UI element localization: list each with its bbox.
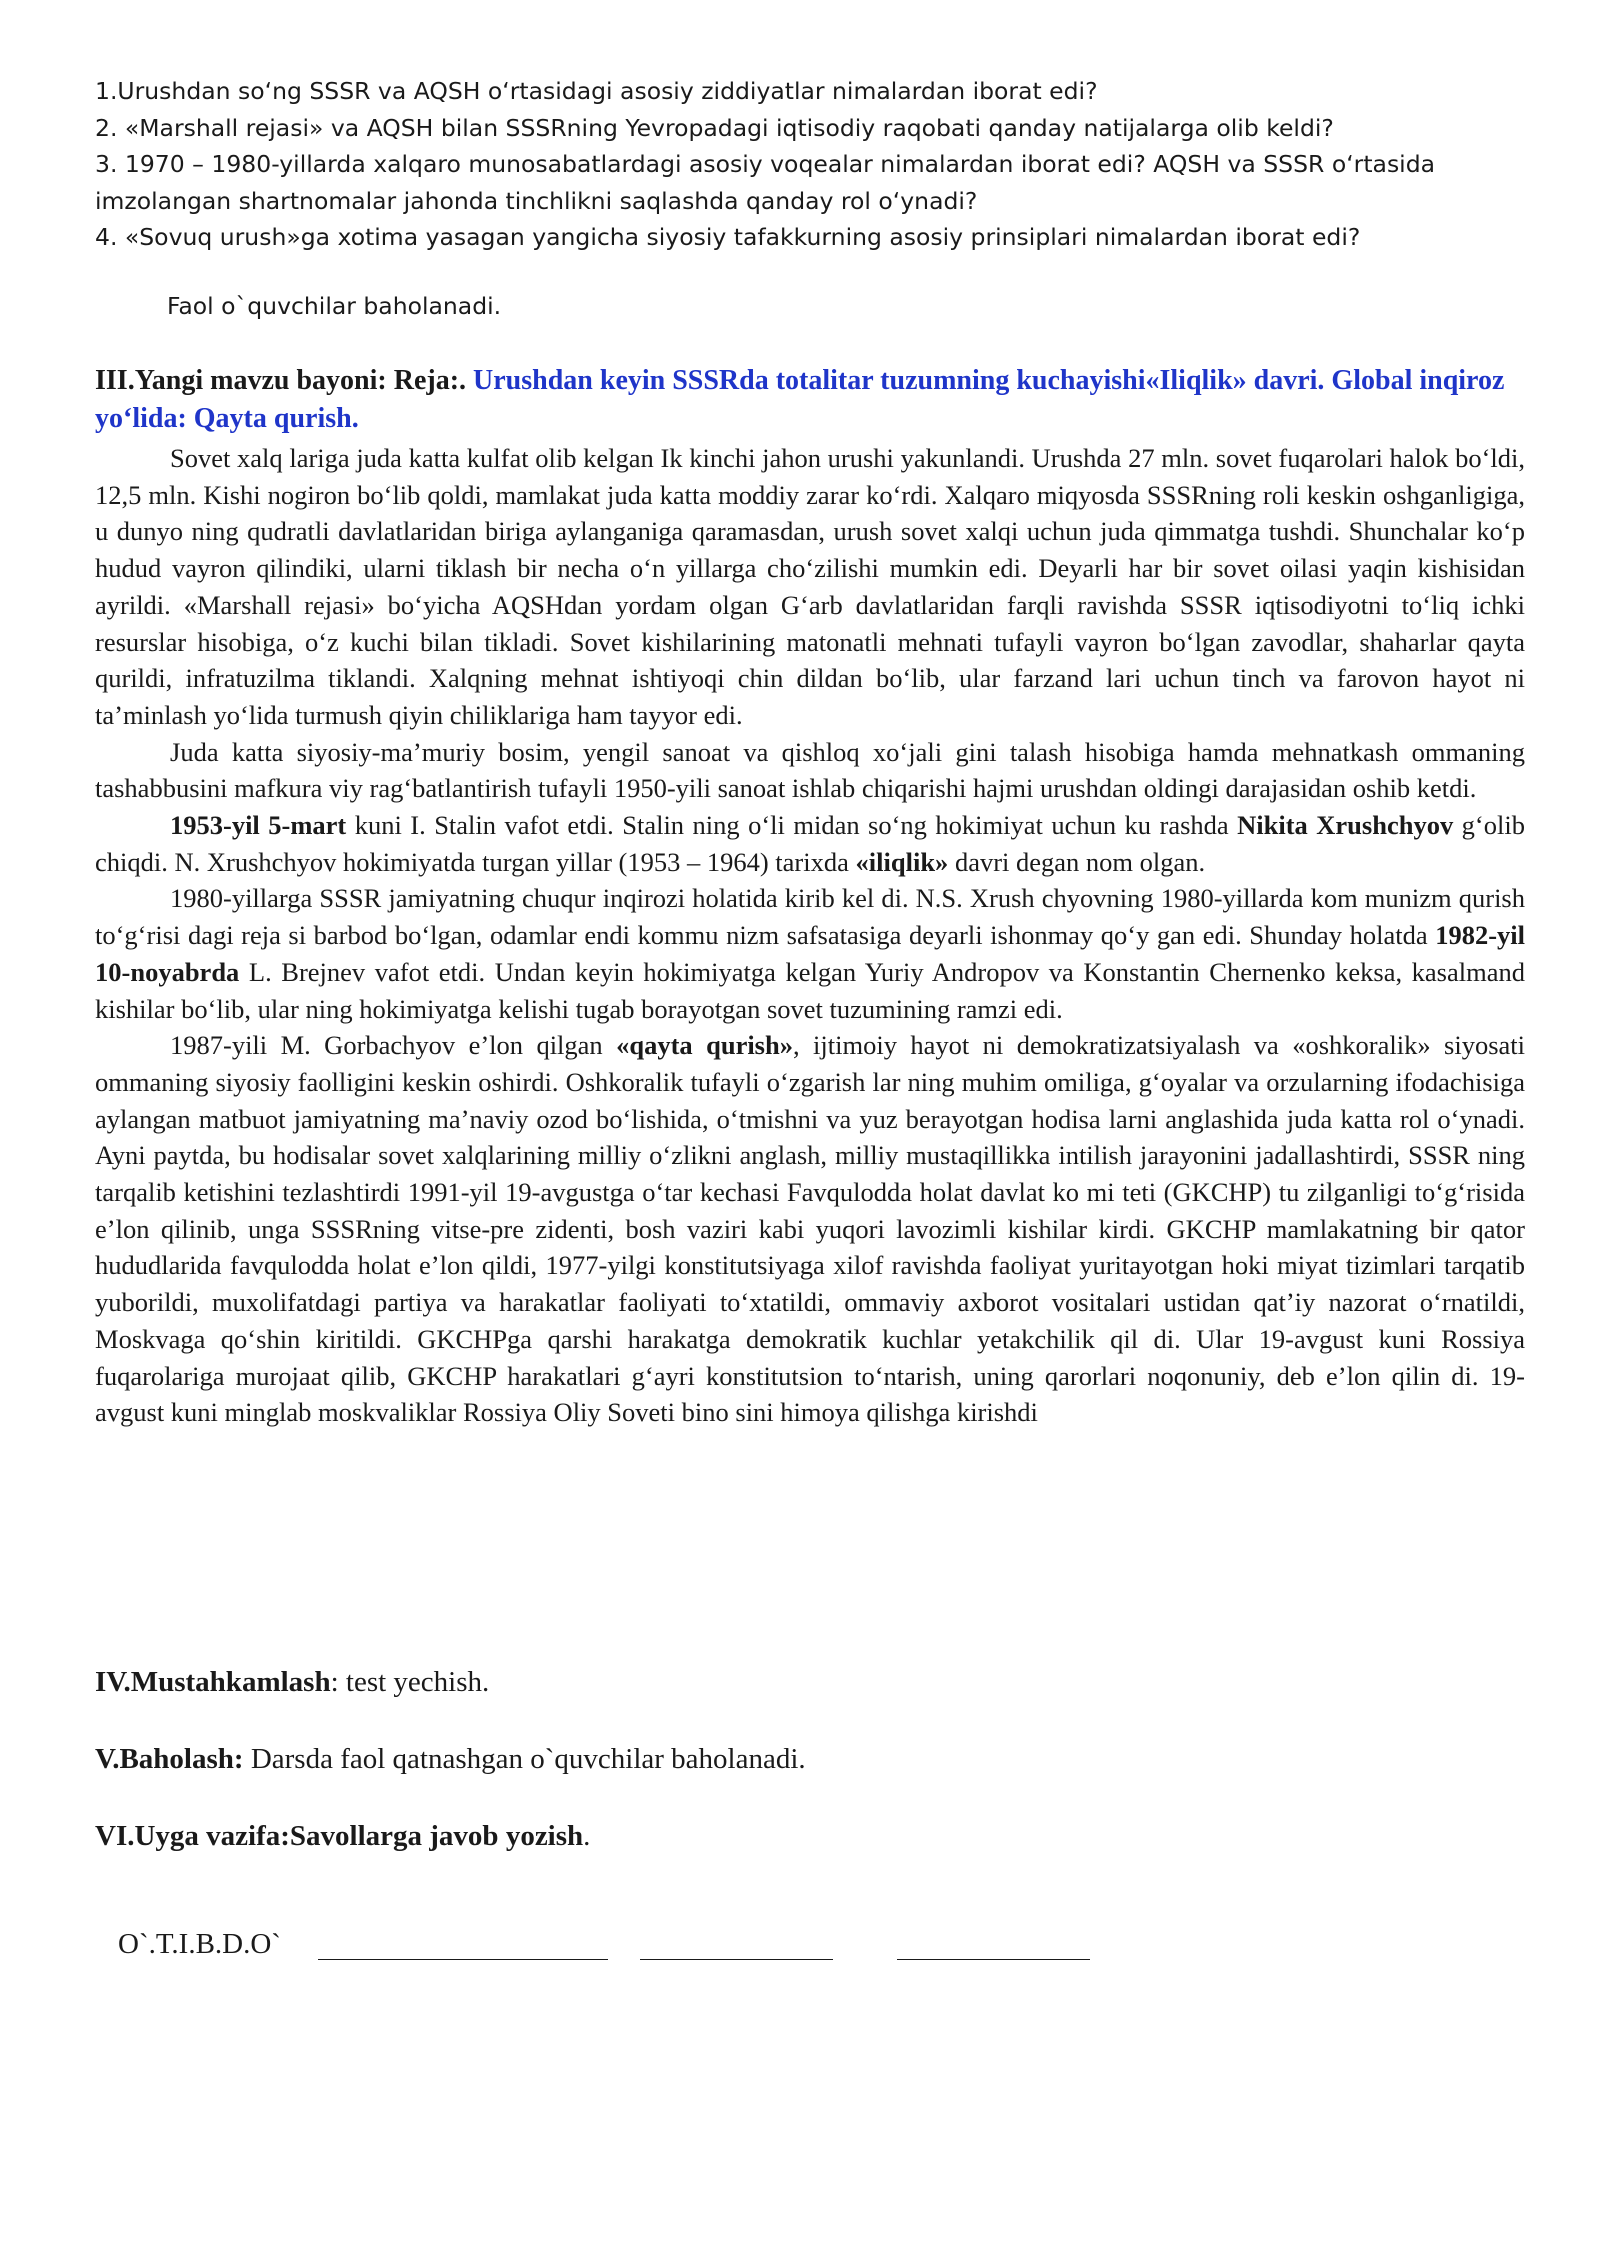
khrushchev-name: Nikita Xrushchyov xyxy=(1237,810,1454,841)
section-6-label: VI.Uyga vazifa:Savollarga javob yozish xyxy=(95,1820,584,1852)
question-1: 1.Urushdan so‘ng SSSR va AQSH o‘rtasidagi asosiy ziddiyatlar nimalardan iborat edi? xyxy=(95,77,1098,105)
paragraph-text: 1980-yillarga SSSR jamiyatning chuqur inqirozi holatida kirib kel di. N.S. Xrush chyovning 1980-yillarda kom munizm qurish to‘g‘risi dagi reja si barbod bo‘lgan, odamlar endi kommu nizm safsatasiga deyarli ishonmay qo‘y gan edi. Shunday holatda xyxy=(95,883,1525,951)
paragraph-text: , ijtimoiy hayot ni demokratizatsiyalash va «oshkoralik» siyosati ommaning siyosiy faolligini keskin oshirdi. Oshkoralik tufayli o‘zgarish lar ning muhim omiliga, g‘oyalar va orzularning ifodachisiga aylangan matbuot jamiyatning ma’naviy ozod bo‘lishida, o‘tmishni va yuz berayotgan hodisa larni anglashida juda katta rol o‘ynadi. Ayni paytda, bu hodisalar sovet xalqlarining milliy o‘zlikni anglash, milliy mustaqillikka intilish jarayonini jadallashtirdi, SSSR ning tarqalib ketishini tezlashtirdi 1991-yil 19-avgustga o‘tar kechasi Favqulodda holat davlat ko mi teti (GKCHP) tu zilganligi to‘g‘risida e’lon qilinib, unga SSSRning vitse-pre zidenti, bosh vaziri kabi yuqori lavozimli kishilar kirdi. GKCHP mamlakatning bir qator hududlarida favqulodda holat e’lon qildi, 1977-yilgi konstitutsiyaga xilof ravishda faoliyat yuritayotgan hoki miyat tizimlari tarqatib yuborildi, muxolifatdagi partiya va harakatlar faoliyati to‘xtatildi, ommaviy axborot vositalari ustidan qat’iy nazorat o‘rnatildi, Moskvaga qo‘shin kiritildi. GKCHPga qarshi harakatga demokratik kuchlar yetakchilik qil di. Ular 19-avgust kuni Rossiya fuqarolariga murojaat qilib, GKCHP harakatlari g‘ayri konstitutsion to‘ntarish, uning qarorlari noqonuniy, deb e’lon qilin di. 19-avgust kuni minglab moskvaliklar Rossiya Oliy Soveti bino sini himoya qilishga kirishdi xyxy=(95,1030,1525,1428)
lesson-plan-topic: Urushdan keyin SSSRda totalitar tuzumning kuchayishi«Iliqlik» davri. Global inqiroz yo‘lida: Qayta qurish. xyxy=(95,365,1505,434)
lesson-body xyxy=(95,440,1525,1431)
paragraph-text: davri degan nom olgan. xyxy=(948,846,1206,877)
section-6 xyxy=(95,1817,1525,1855)
section-5-text: Darsda faol qatnashgan o`quvchilar baholanadi. xyxy=(243,1743,806,1775)
section-4-label: IV.Mustahkamlash xyxy=(95,1666,331,1698)
paragraph-text: g‘olib chiqdi. N. Xrushchyov hokimiyatda turgan yillar (1953 – 1964) tarixda xyxy=(95,810,1525,877)
paragraph-khrushchev xyxy=(95,807,1525,880)
section-4 xyxy=(95,1663,1525,1701)
question-2: 2. «Marshall rejasi» va AQSH bilan SSSRning Yevropadagi iqtisodiy raqobati qanday natijalarga olib keldi? xyxy=(95,113,1334,142)
section-6-text: . xyxy=(583,1820,591,1852)
thaw-term: «iliqlik» xyxy=(855,846,949,877)
signature-line-signature xyxy=(640,1959,833,1960)
question-4: 4. «Sovuq urush»ga xotima yasagan yangicha siyosiy tafakkurning asosiy prinsiplari nimalardan iborat edi? xyxy=(95,223,1361,251)
section-3-label: III.Yangi mavzu bayoni: Reja:. xyxy=(95,365,467,396)
paragraph-text: 1987-yili M. Gorbachyov e’lon qilgan xyxy=(170,1030,617,1061)
signature-line-name xyxy=(318,1959,608,1960)
section-3-heading xyxy=(95,362,1525,438)
paragraph-text: L. Brejnev vafot etdi. Undan keyin hokimiyatga kelgan Yuriy Andropov va Konstantin Chernenko keksa, kasalmand kishilar bo‘lib, ular ning hokimiyatga kelishi tugab borayotgan sovet tuzumining ramzi edi. xyxy=(95,956,1525,1024)
section-5 xyxy=(95,1740,1525,1778)
signature-label: O`.T.I.B.D.O` xyxy=(118,1928,281,1960)
active-students-note: Faol o`quvchilar baholanadi. xyxy=(167,292,502,320)
section-4-text: : test yechish. xyxy=(330,1666,490,1698)
section-5-label: V.Baholash: xyxy=(95,1743,244,1775)
paragraph-perestroika xyxy=(95,1027,1525,1431)
paragraph-crisis xyxy=(95,880,1525,1027)
paragraph-industry: Juda katta siyosiy-ma’muriy bosim, yengil sanoat va qishloq xo‘jali gini talash hisobiga hamda mehnatkash ommaning tashabbusini mafkura viy rag‘batlantirish tufayli 1950-yili sanoat ishlab chiqarishi hajmi urushdan oldingi darajasidan oshib ketdi. xyxy=(95,736,1525,804)
perestroika-term: «qayta qurish» xyxy=(616,1030,793,1061)
stalin-death-date: 1953-yil 5-mart xyxy=(170,810,347,841)
brezhnev-death-date: 1982-yil 10-noyabrda xyxy=(95,920,1525,987)
signature-line-date xyxy=(897,1959,1090,1960)
paragraph-text: kuni I. Stalin vafot etdi. Stalin ning o‘li midan so‘ng hokimiyat uchun ku rashda xyxy=(346,810,1238,841)
question-3: 3. 1970 – 1980-yillarda xalqaro munosabatlardagi asosiy voqealar nimalardan iborat edi? AQSH va SSSR o‘rtasida imzolangan shartnomalar jahonda tinchlikni saqlashda qanday rol o‘ynadi? xyxy=(95,150,1436,215)
review-questions xyxy=(95,73,1525,256)
paragraph-postwar: Sovet xalq lariga juda katta kulfat olib kelgan Ik kinchi jahon urushi yakunlandi. Urushda 27 mln. sovet fuqarolari halok bo‘ldi, 12,5 mln. Kishi nogiron bo‘lib qoldi, mamlakat juda katta moddiy zarar ko‘rdi. Xalqaro miqyosda SSSRning roli keskin oshganligiga, u dunyo ning qudratli davlatlaridan biriga aylanganiga qaramasdan, urush sovet xalqi uchun juda qimmatga tushdi. Shunchalar ko‘p hudud vayron qilindiki, ularni tiklash bir necha o‘n yillarga cho‘zilishi mumkin edi. Deyarli har bir sovet oilasi yaqin kishisidan ayrildi. «Marshall rejasi» bo‘yicha AQSHdan yordam olgan G‘arb davlatlaridan farqli ravishda SSSR iqtisodiyotni to‘liq ichki resurslar hisobiga, o‘z kuchi bilan tikladi. Sovet kishilarining matonatli mehnati tufayli vayron bo‘lgan zavodlar, shaharlar qayta qurildi, infratuzilma tiklandi. Xalqning mehnat ishtiyoqi chin dildan bo‘lib, ular farzand lari uchun tinch va farovon hayot ni ta’minlash yo‘lida turmush qiyin chiliklariga ham tayyor edi. xyxy=(95,443,1525,730)
